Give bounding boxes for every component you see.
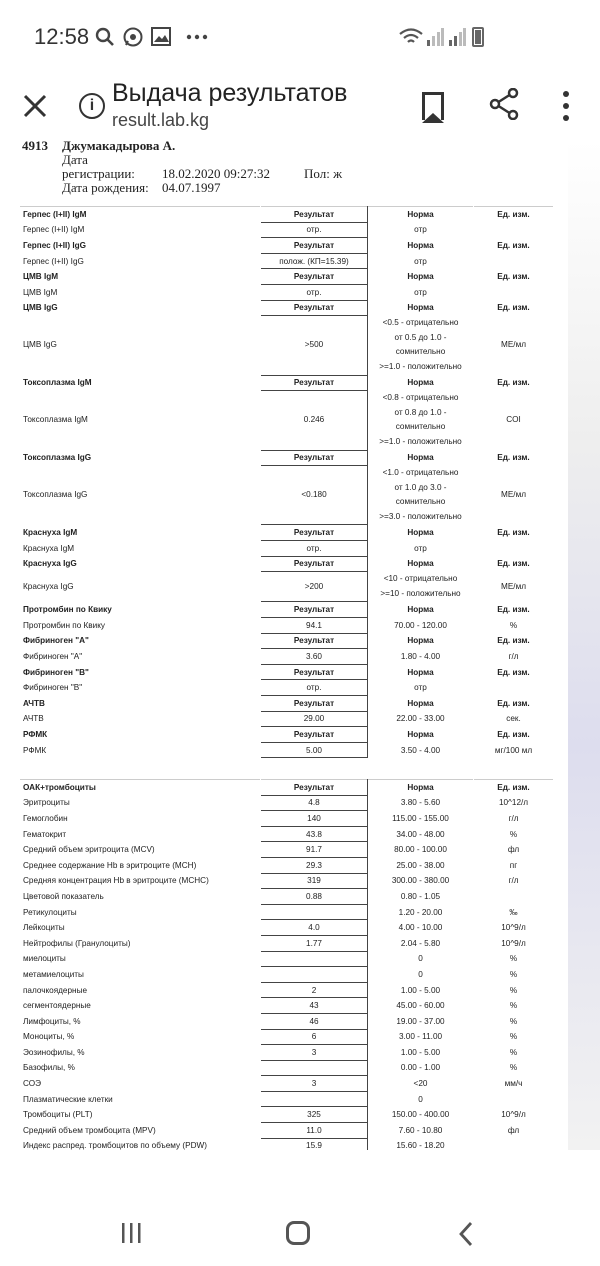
result-cell: 140 [261, 811, 368, 827]
test-name-cell: Краснуха IgM [21, 525, 261, 541]
unit-cell: Ед. изм. [474, 633, 554, 649]
unit-cell: МЕ/мл [474, 466, 554, 525]
battery-icon [472, 27, 484, 47]
table-row [21, 873, 554, 889]
unit-cell: % [474, 826, 554, 842]
image-icon [151, 27, 171, 46]
app-bar [0, 74, 600, 140]
norm-cell: 4.00 - 10.00 [368, 920, 474, 936]
unit-cell: % [474, 1029, 554, 1045]
date-label: Дата [62, 152, 88, 167]
result-cell: <0.180 [261, 466, 368, 525]
norm-cell: Норма [368, 525, 474, 541]
test-name-cell: Плазматические клетки [21, 1091, 261, 1107]
norm-cell: 80.00 - 100.00 [368, 842, 474, 858]
result-cell: >500 [261, 316, 368, 375]
unit-cell: сек. [474, 711, 554, 727]
test-name-cell: Токсоплазма IgM [21, 375, 261, 391]
result-cell: Результат [261, 727, 368, 743]
unit-cell: г/л [474, 873, 554, 889]
result-cell: Результат [261, 375, 368, 391]
test-name-cell: Токсоплазма IgG [21, 450, 261, 466]
table-header-row [21, 602, 554, 618]
test-name-cell: Краснуха IgG [21, 556, 261, 572]
result-cell: 3 [261, 1045, 368, 1061]
unit-cell: Ед. изм. [474, 525, 554, 541]
search-icon [95, 27, 115, 47]
norm-cell: 3.80 - 5.60 [368, 795, 474, 811]
unit-cell: % [474, 1045, 554, 1061]
table-row [21, 466, 554, 525]
test-name-cell: Лимфоциты, % [21, 1013, 261, 1029]
norm-cell: 3.00 - 11.00 [368, 1029, 474, 1045]
table-row [21, 857, 554, 873]
test-name-cell: Протромбин по Квику [21, 602, 261, 618]
test-name-cell: Ретикулоциты [21, 904, 261, 920]
unit-cell: Ед. изм. [474, 696, 554, 712]
table-row [21, 391, 554, 450]
result-cell: Результат [261, 525, 368, 541]
test-name-cell: Герпес (I+II) IgG [21, 253, 261, 269]
norm-cell: 115.00 - 155.00 [368, 811, 474, 827]
table-row [21, 742, 554, 758]
test-name-cell: АЧТВ [21, 696, 261, 712]
norm-cell: Норма [368, 375, 474, 391]
table-header-row [21, 664, 554, 680]
result-cell: Результат [261, 207, 368, 223]
table-header-row [21, 727, 554, 743]
unit-cell: % [474, 967, 554, 983]
table-header-row [21, 450, 554, 466]
test-name-cell: сегментоядерные [21, 998, 261, 1014]
result-cell [261, 1060, 368, 1076]
unit-cell: фл [474, 842, 554, 858]
result-cell: Результат [261, 238, 368, 254]
result-cell: 29.3 [261, 857, 368, 873]
unit-cell: Ед. изм. [474, 727, 554, 743]
result-cell: 43.8 [261, 826, 368, 842]
test-name-cell: Гематокрит [21, 826, 261, 842]
test-name-cell: Средний объем тромбоцита (MPV) [21, 1123, 261, 1139]
result-cell: 29.00 [261, 711, 368, 727]
table-row [21, 889, 554, 905]
patient-id: 4913 [22, 140, 48, 153]
norm-cell: отр [368, 680, 474, 696]
norm-cell: Норма [368, 696, 474, 712]
unit-cell: 10^9/л [474, 935, 554, 951]
unit-cell: Ед. изм. [474, 207, 554, 223]
unit-cell: 10^9/л [474, 920, 554, 936]
unit-cell: Ед. изм. [474, 556, 554, 572]
unit-cell: 10^9/л [474, 1107, 554, 1123]
norm-cell: 25.00 - 38.00 [368, 857, 474, 873]
norm-cell: Норма [368, 450, 474, 466]
info-icon[interactable]: i [79, 93, 105, 119]
result-cell: отр. [261, 222, 368, 238]
unit-cell: МЕ/мл [474, 316, 554, 375]
norm-cell: Норма [368, 602, 474, 618]
table-row [21, 1029, 554, 1045]
table-row [21, 1123, 554, 1139]
result-cell: 46 [261, 1013, 368, 1029]
unit-cell: Ед. изм. [474, 375, 554, 391]
norm-cell: 0.80 - 1.05 [368, 889, 474, 905]
test-name-cell: Лейкоциты [21, 920, 261, 936]
norm-cell: 0 [368, 1091, 474, 1107]
unit-cell: % [474, 951, 554, 967]
unit-cell: Ед. изм. [474, 300, 554, 316]
norm-cell: Норма [368, 269, 474, 285]
dob: 04.07.1997 [162, 180, 221, 195]
table-header-row [21, 207, 554, 223]
unit-cell [474, 284, 554, 300]
result-cell: 6 [261, 1029, 368, 1045]
norm-cell: <1.0 - отрицательно от 1.0 до 3.0 - сомнительно >=3.0 - положительно [368, 466, 474, 525]
result-cell [261, 967, 368, 983]
result-cell: полож. (КП=15.39) [261, 253, 368, 269]
unit-cell: % [474, 982, 554, 998]
cbc-table [20, 779, 554, 1150]
result-cell [261, 904, 368, 920]
signal-icon [448, 28, 466, 46]
unit-cell: Ед. изм. [474, 602, 554, 618]
table-row [21, 1013, 554, 1029]
dob-label: Дата рождения: [62, 180, 149, 195]
result-cell [261, 951, 368, 967]
table-header-row [21, 696, 554, 712]
result-cell: отр. [261, 680, 368, 696]
test-name-cell: Эритроциты [21, 795, 261, 811]
test-name-cell: Краснуха IgG [21, 572, 261, 602]
result-cell: 15.9 [261, 1138, 368, 1150]
table-row [21, 253, 554, 269]
norm-cell: Норма [368, 300, 474, 316]
test-name-cell: Токсоплазма IgM [21, 391, 261, 450]
result-cell: 319 [261, 873, 368, 889]
result-cell: 2 [261, 982, 368, 998]
unit-cell [474, 1091, 554, 1107]
test-name-cell: Тромбоциты (PLT) [21, 1107, 261, 1123]
result-cell: 91.7 [261, 842, 368, 858]
norm-cell: 19.00 - 37.00 [368, 1013, 474, 1029]
table-row [21, 1107, 554, 1123]
test-name-cell: Средний объем эритроцита (MCV) [21, 842, 261, 858]
bookmark-icon[interactable] [422, 92, 444, 120]
result-cell: отр. [261, 541, 368, 557]
table-header-row [21, 238, 554, 254]
result-cell: 4.0 [261, 920, 368, 936]
table-header-row [21, 269, 554, 285]
background-strip [568, 140, 600, 1150]
norm-cell: 45.00 - 60.00 [368, 998, 474, 1014]
result-cell: 0.246 [261, 391, 368, 450]
table-row [21, 222, 554, 238]
table-row [21, 920, 554, 936]
table-row [21, 572, 554, 602]
result-cell: 3.60 [261, 649, 368, 665]
result-cell: Результат [261, 696, 368, 712]
unit-cell: Ед. изм. [474, 450, 554, 466]
signal-icon [426, 28, 444, 46]
test-name-cell: Токсоплазма IgG [21, 466, 261, 525]
norm-cell: 0 [368, 967, 474, 983]
table-row [21, 811, 554, 827]
result-cell: Результат [261, 602, 368, 618]
table-row [21, 1076, 554, 1092]
test-name-cell: РФМК [21, 727, 261, 743]
test-name-cell: Гемоглобин [21, 811, 261, 827]
registration-label: регистрации: [62, 166, 135, 181]
test-name-cell: Фибриноген "В" [21, 680, 261, 696]
norm-cell: отр [368, 284, 474, 300]
test-name-cell: Среднее содержание Hb в эритроците (MCH) [21, 857, 261, 873]
test-name-cell: Протромбин по Квику [21, 618, 261, 634]
norm-cell: Норма [368, 727, 474, 743]
test-name-cell: Герпес (I+II) IgM [21, 207, 261, 223]
table-header-row [21, 780, 554, 796]
table-row [21, 951, 554, 967]
table-row [21, 1045, 554, 1061]
norm-cell: 34.00 - 48.00 [368, 826, 474, 842]
unit-cell: фл [474, 1123, 554, 1139]
test-name-cell: Фибриноген "В" [21, 664, 261, 680]
result-cell: 43 [261, 998, 368, 1014]
unit-cell [474, 680, 554, 696]
test-name-cell: ЦМВ IgM [21, 269, 261, 285]
norm-cell: 1.00 - 5.00 [368, 1045, 474, 1061]
result-cell: 5.00 [261, 742, 368, 758]
test-name-cell: Нейтрофилы (Гранулоциты) [21, 935, 261, 951]
navigation-bar [0, 1150, 600, 1266]
unit-cell: МЕ/мл [474, 572, 554, 602]
norm-cell: <20 [368, 1076, 474, 1092]
unit-cell: мг/100 мл [474, 742, 554, 758]
table-row [21, 1091, 554, 1107]
norm-cell: 7.60 - 10.80 [368, 1123, 474, 1139]
table-row [21, 680, 554, 696]
test-name-cell: палочкоядерные [21, 982, 261, 998]
unit-cell: 10^12/л [474, 795, 554, 811]
recent-apps-icon[interactable] [120, 1222, 142, 1244]
result-cell: Результат [261, 556, 368, 572]
result-cell: 0.88 [261, 889, 368, 905]
test-name-cell: Базофилы, % [21, 1060, 261, 1076]
test-name-cell: ЦМВ IgM [21, 284, 261, 300]
table-row [21, 649, 554, 665]
page-title: Выдача результатов [112, 79, 348, 107]
result-cell: 11.0 [261, 1123, 368, 1139]
norm-cell: 15.60 - 18.20 [368, 1138, 474, 1150]
registration-date: 18.02.2020 09:27:32 [162, 166, 270, 181]
back-icon[interactable] [458, 1221, 474, 1247]
table-header-row [21, 633, 554, 649]
patient-name: Джумакадырова А. [62, 140, 176, 153]
norm-cell: <10 - отрицательно >=10 - положительно [368, 572, 474, 602]
norm-cell: 2.04 - 5.80 [368, 935, 474, 951]
norm-cell: <0.5 - отрицательно от 0.5 до 1.0 - сомнительно >=1.0 - положительно [368, 316, 474, 375]
norm-cell: 1.80 - 4.00 [368, 649, 474, 665]
result-cell: Результат [261, 780, 368, 796]
test-name-cell: Моноциты, % [21, 1029, 261, 1045]
table-row [21, 935, 554, 951]
table-row [21, 904, 554, 920]
norm-cell: отр [368, 222, 474, 238]
table-row [21, 795, 554, 811]
sex: Пол: ж [304, 166, 343, 181]
table-row [21, 1138, 554, 1150]
test-name-cell: метамиелоциты [21, 967, 261, 983]
table-row [21, 998, 554, 1014]
unit-cell [474, 253, 554, 269]
result-cell: Результат [261, 269, 368, 285]
test-name-cell: Краснуха IgM [21, 541, 261, 557]
norm-cell: <0.8 - отрицательно от 0.8 до 1.0 - сомнительно >=1.0 - положительно [368, 391, 474, 450]
page-url: result.lab.kg [112, 110, 210, 130]
table-header-row [21, 300, 554, 316]
unit-cell: пг [474, 857, 554, 873]
more-vert-icon[interactable] [562, 90, 570, 122]
result-cell: 3 [261, 1076, 368, 1092]
result-cell: Результат [261, 633, 368, 649]
result-cell: Результат [261, 300, 368, 316]
norm-cell: 1.20 - 20.00 [368, 904, 474, 920]
table-header-row [21, 375, 554, 391]
table-row [21, 842, 554, 858]
norm-cell: Норма [368, 633, 474, 649]
norm-cell: Норма [368, 207, 474, 223]
share-icon[interactable] [489, 88, 519, 120]
norm-cell: отр [368, 253, 474, 269]
serology-table [20, 206, 554, 758]
status-time: 12:58 [34, 24, 90, 49]
unit-cell: COI [474, 391, 554, 450]
wifi-icon [398, 27, 424, 47]
result-cell [261, 1091, 368, 1107]
close-icon[interactable] [22, 93, 48, 119]
unit-cell: Ед. изм. [474, 664, 554, 680]
test-name-cell: ОАК+тромбоциты [21, 780, 261, 796]
test-name-cell: Герпес (I+II) IgM [21, 222, 261, 238]
table-row [21, 541, 554, 557]
unit-cell: % [474, 1060, 554, 1076]
result-cell: 325 [261, 1107, 368, 1123]
unit-cell: г/л [474, 649, 554, 665]
home-icon[interactable] [286, 1221, 310, 1245]
unit-cell: Ед. изм. [474, 238, 554, 254]
norm-cell: 0 [368, 951, 474, 967]
norm-cell: Норма [368, 664, 474, 680]
unit-cell: мм/ч [474, 1076, 554, 1092]
test-name-cell: Средняя концентрация Hb в эритроците (MCHC) [21, 873, 261, 889]
test-name-cell: Цветовой показатель [21, 889, 261, 905]
norm-cell: 0.00 - 1.00 [368, 1060, 474, 1076]
status-bar [0, 0, 600, 74]
document-view[interactable] [0, 140, 568, 1150]
norm-cell: 1.00 - 5.00 [368, 982, 474, 998]
test-name-cell: миелоциты [21, 951, 261, 967]
unit-cell: % [474, 998, 554, 1014]
test-name-cell: Фибриноген "А" [21, 633, 261, 649]
test-name-cell: РФМК [21, 742, 261, 758]
result-cell: 4.8 [261, 795, 368, 811]
test-name-cell: ЦМВ IgG [21, 316, 261, 375]
whatsapp-icon [122, 26, 144, 48]
unit-cell: г/л [474, 811, 554, 827]
norm-cell: 3.50 - 4.00 [368, 742, 474, 758]
norm-cell: 22.00 - 33.00 [368, 711, 474, 727]
test-name-cell: Герпес (I+II) IgG [21, 238, 261, 254]
norm-cell: 150.00 - 400.00 [368, 1107, 474, 1123]
table-header-row [21, 525, 554, 541]
test-name-cell: Фибриноген "А" [21, 649, 261, 665]
norm-cell: отр [368, 541, 474, 557]
norm-cell: 300.00 - 380.00 [368, 873, 474, 889]
result-cell: >200 [261, 572, 368, 602]
unit-cell: % [474, 1013, 554, 1029]
table-row [21, 967, 554, 983]
more-icon [186, 34, 208, 40]
result-cell: 94.1 [261, 618, 368, 634]
test-name-cell: Эозинофилы, % [21, 1045, 261, 1061]
unit-cell [474, 222, 554, 238]
test-name-cell: АЧТВ [21, 711, 261, 727]
norm-cell: Норма [368, 238, 474, 254]
table-row [21, 316, 554, 375]
norm-cell: 70.00 - 120.00 [368, 618, 474, 634]
unit-cell: % [474, 618, 554, 634]
norm-cell: Норма [368, 780, 474, 796]
unit-cell [474, 889, 554, 905]
table-row [21, 284, 554, 300]
table-row [21, 826, 554, 842]
result-cell: 1.77 [261, 935, 368, 951]
unit-cell: Ед. изм. [474, 269, 554, 285]
norm-cell: Норма [368, 556, 474, 572]
table-row [21, 982, 554, 998]
unit-cell: ‰ [474, 904, 554, 920]
table-row [21, 1060, 554, 1076]
test-name-cell: СОЭ [21, 1076, 261, 1092]
table-row [21, 711, 554, 727]
unit-cell [474, 541, 554, 557]
table-row [21, 618, 554, 634]
result-cell: Результат [261, 664, 368, 680]
result-cell: отр. [261, 284, 368, 300]
result-cell: Результат [261, 450, 368, 466]
unit-cell [474, 1138, 554, 1150]
test-name-cell: Индекс распред. тромбоцитов по объему (PDW) [21, 1138, 261, 1150]
unit-cell: Ед. изм. [474, 780, 554, 796]
table-header-row [21, 556, 554, 572]
test-name-cell: ЦМВ IgG [21, 300, 261, 316]
